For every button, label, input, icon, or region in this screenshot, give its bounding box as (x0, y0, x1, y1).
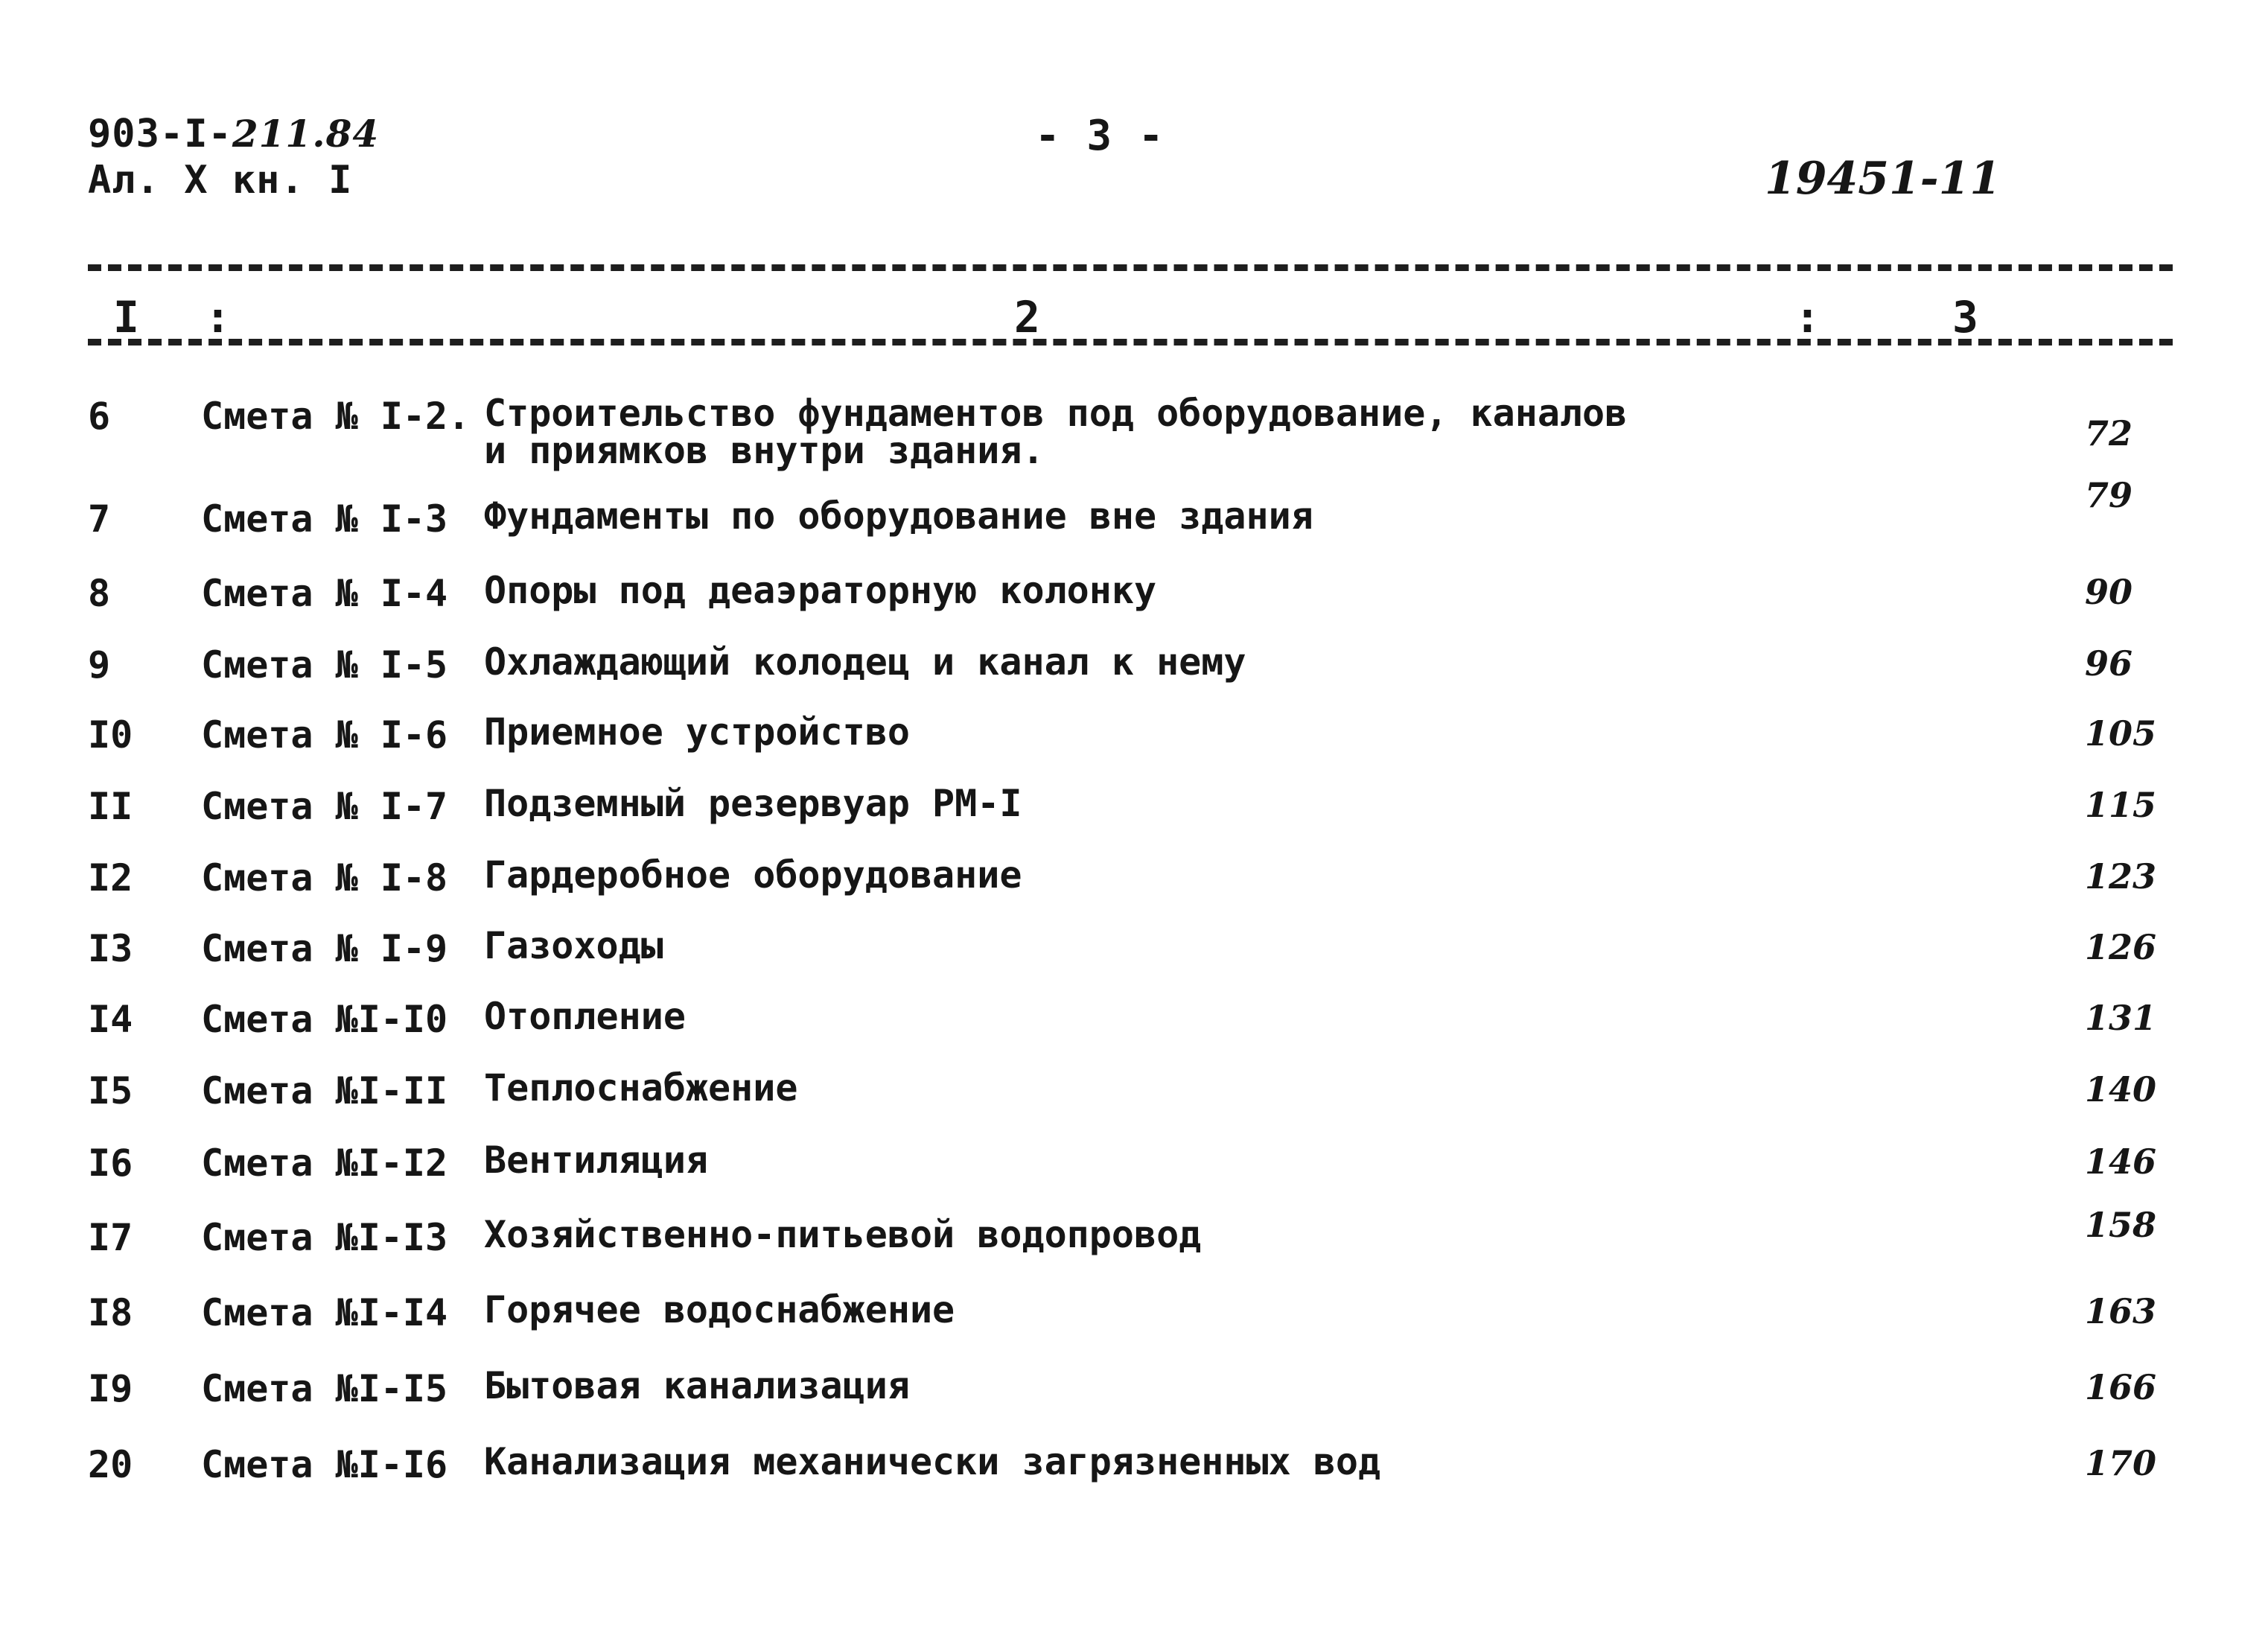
estimate-title: Опоры под деаэраторную колонку (484, 569, 1157, 612)
estimate-title: Подземный резервуар РМ-I (484, 782, 1022, 825)
header-dashed-rule (88, 339, 2173, 346)
row-number: I6 (88, 1142, 133, 1185)
page-reference: 131 (2085, 998, 2157, 1038)
table-row (0, 392, 2268, 477)
estimate-code: Смета № I-9 (201, 927, 448, 970)
row-number: 9 (88, 643, 111, 687)
page-reference: 72 (2085, 413, 2133, 453)
estimate-title: Фундаменты по оборудование вне здания (484, 494, 1313, 538)
page-reference: 90 (2085, 572, 2133, 612)
row-number: I4 (88, 998, 133, 1041)
row-number: 8 (88, 572, 111, 615)
page-reference: 166 (2085, 1367, 2157, 1407)
inventory-number: 19451-11 (1765, 153, 2001, 205)
estimate-code: Смета № I-4 (201, 572, 448, 615)
row-number: I9 (88, 1367, 133, 1410)
estimate-code: Смета № I-7 (201, 785, 448, 828)
column-header-2: 2 (1014, 292, 1040, 343)
page-reference: 123 (2085, 856, 2157, 897)
page-reference: 96 (2085, 643, 2133, 684)
page-reference: 140 (2085, 1069, 2157, 1109)
page-reference: 163 (2085, 1291, 2157, 1331)
estimate-code: Смета №I-I2 (201, 1142, 448, 1185)
estimate-title: Канализация механически загрязненных вод (484, 1440, 1381, 1483)
column-separator-2: : (1794, 292, 1821, 343)
column-header-3: 3 (1952, 292, 1978, 343)
estimate-code: Смета №I-I0 (201, 998, 448, 1041)
row-number: 7 (88, 497, 111, 541)
estimate-title: Горячее водоснабжение (484, 1288, 955, 1331)
estimate-code: Смета № I-6 (201, 713, 448, 757)
page-reference: 105 (2085, 713, 2157, 754)
document-code (88, 112, 379, 156)
estimate-title: Строительство фундаментов под оборудование, каналов и приямков внутри здания. (484, 392, 1628, 472)
row-number: I8 (88, 1291, 133, 1334)
column-separator-1: : (205, 292, 231, 343)
page-reference: 79 (2085, 475, 2133, 515)
page-number: - 3 - (1035, 112, 1165, 160)
page-reference: 170 (2085, 1443, 2157, 1483)
estimate-code: Смета №I-I6 (201, 1443, 448, 1486)
estimate-code: Смета № I-5 (201, 643, 448, 687)
row-number: 6 (88, 395, 111, 438)
estimate-code: Смета № I-8 (201, 856, 448, 900)
album-book-line: Ал. X кн. I (88, 158, 353, 203)
estimate-title: Охлаждающий колодец и канал к нему (484, 640, 1246, 684)
page-reference: 126 (2085, 927, 2157, 967)
document-code-printed: 903-I- (88, 112, 232, 156)
estimate-code: Смета № I-3 (201, 497, 448, 541)
page-reference: 158 (2085, 1205, 2157, 1245)
estimate-title: Бытовая канализация (484, 1364, 910, 1407)
row-number: I5 (88, 1069, 133, 1112)
top-dashed-rule (88, 264, 2173, 271)
row-number: I2 (88, 856, 133, 900)
estimate-title: Газоходы (484, 924, 663, 967)
estimate-code: Смета №I-I3 (201, 1216, 448, 1259)
row-number: I3 (88, 927, 133, 970)
estimate-title: Отопление (484, 995, 686, 1038)
document-code-handwritten: 211.84 (232, 112, 380, 156)
estimate-title: Вентиляция (484, 1139, 709, 1182)
estimate-code: Смета №I-I4 (201, 1291, 448, 1334)
estimate-title: Гардеробное оборудование (484, 853, 1022, 897)
estimate-title: Теплоснабжение (484, 1066, 798, 1109)
row-number: 20 (88, 1443, 133, 1486)
estimate-code: Смета №I-I5 (201, 1367, 448, 1410)
row-number: I0 (88, 713, 133, 757)
estimate-title: Хозяйственно-питьевой водопровод (484, 1213, 1202, 1256)
page-reference: 146 (2085, 1142, 2157, 1182)
column-header-1: I (113, 292, 139, 343)
row-number: II (88, 785, 133, 828)
estimate-title: Приемное устройство (484, 710, 910, 754)
estimate-code: Смета № I-2. (201, 395, 471, 438)
estimate-code: Смета №I-II (201, 1069, 448, 1112)
page-reference: 115 (2085, 785, 2157, 825)
row-number: I7 (88, 1216, 133, 1259)
